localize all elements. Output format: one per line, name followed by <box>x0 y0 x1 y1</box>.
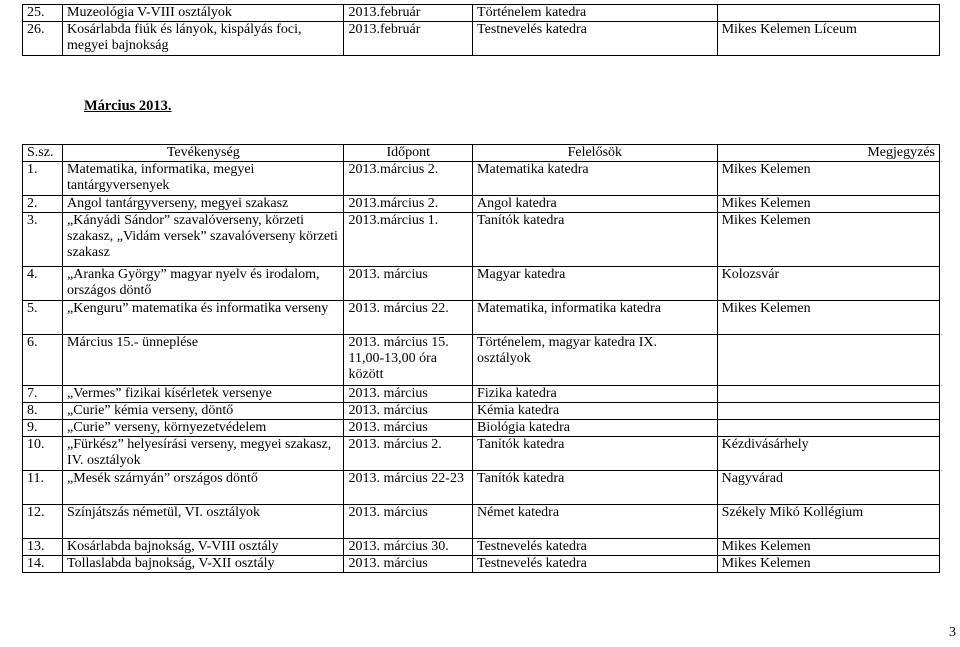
header-date: Időpont <box>344 145 473 162</box>
cell-note <box>717 335 939 386</box>
cell-num: 13. <box>23 539 63 556</box>
cell-date: 2013.március 1. <box>344 213 473 267</box>
section-title: Március 2013. <box>84 98 172 114</box>
cell-resp: Német katedra <box>473 505 718 539</box>
table-row <box>23 196 940 213</box>
cell-note: Nagyvárad <box>717 471 939 505</box>
cell-resp: Matematika katedra <box>473 162 718 196</box>
cell-resp: Tanítók katedra <box>473 471 718 505</box>
header-num: S.sz. <box>23 145 63 162</box>
cell-num: 3. <box>23 213 63 267</box>
cell-resp: Testnevelés katedra <box>473 22 718 56</box>
cell-num: 10. <box>23 437 63 471</box>
cell-num: 6. <box>23 335 63 386</box>
header-note: Megjegyzés <box>717 145 939 162</box>
cell-num: 12. <box>23 505 63 539</box>
cell-activity: Angol tantárgyverseny, megyei szakasz <box>63 196 344 213</box>
cell-activity: Tollaslabda bajnokság, V-XII osztály <box>63 556 344 573</box>
march-schedule-table <box>22 144 940 573</box>
cell-resp: Tanítók katedra <box>473 213 718 267</box>
cell-note: Mikes Kelemen <box>717 556 939 573</box>
cell-note <box>717 386 939 403</box>
cell-note: Mikes Kelemen <box>717 301 939 335</box>
table-row <box>23 556 940 573</box>
cell-activity: „Fürkész” helyesírási verseny, megyei szakasz, IV. osztályok <box>63 437 344 471</box>
cell-activity: „Vermes” fizikai kísérletek versenye <box>63 386 344 403</box>
cell-note: Mikes Kelemen <box>717 162 939 196</box>
cell-num: 26. <box>23 22 63 56</box>
table-row <box>23 301 940 335</box>
cell-note <box>717 420 939 437</box>
cell-num: 14. <box>23 556 63 573</box>
table-row <box>23 471 940 505</box>
cell-date: 2013.március 2. <box>344 162 473 196</box>
table-row <box>23 386 940 403</box>
cell-date: 2013. március 2. <box>344 437 473 471</box>
header-activity: Tevékenység <box>63 145 344 162</box>
cell-date: 2013. március <box>344 556 473 573</box>
table-row <box>23 22 940 56</box>
cell-num: 25. <box>23 5 63 22</box>
cell-date: 2013. március 22. <box>344 301 473 335</box>
header-row <box>23 145 940 162</box>
cell-activity: „Curie” kémia verseny, döntő <box>63 403 344 420</box>
cell-activity: Matematika, informatika, megyei tantárgyversenyek <box>63 162 344 196</box>
cell-note: Mikes Kelemen <box>717 213 939 267</box>
cell-resp: Magyar katedra <box>473 267 718 301</box>
cell-activity: Színjátszás németül, VI. osztályok <box>63 505 344 539</box>
cell-date: 2013. március <box>344 403 473 420</box>
cell-resp: Fizika katedra <box>473 386 718 403</box>
cell-activity: „Kányádi Sándor” szavalóverseny, körzeti szakasz, „Vidám versek” szavalóverseny körzeti szakasz <box>63 213 344 267</box>
cell-date: 2013. március 22-23 <box>344 471 473 505</box>
cell-resp: Testnevelés katedra <box>473 556 718 573</box>
header-resp: Felelősök <box>473 145 718 162</box>
table-row <box>23 267 940 301</box>
cell-date: 2013. március 30. <box>344 539 473 556</box>
cell-date: 2013. március <box>344 267 473 301</box>
cell-activity: „Aranka György” magyar nyelv és irodalom, országos döntő <box>63 267 344 301</box>
page-number: 3 <box>949 625 956 640</box>
cell-resp: Tanítók katedra <box>473 437 718 471</box>
table-row <box>23 437 940 471</box>
cell-date: 2013.március 2. <box>344 196 473 213</box>
cell-activity: Kosárlabda fiúk és lányok, kispályás foci, megyei bajnokság <box>63 22 344 56</box>
cell-resp: Történelem, magyar katedra IX. osztályok <box>473 335 718 386</box>
cell-date: 2013. március <box>344 420 473 437</box>
cell-date: 2013. március <box>344 505 473 539</box>
cell-resp: Biológia katedra <box>473 420 718 437</box>
cell-resp: Angol katedra <box>473 196 718 213</box>
cell-date: 2013. március 15. 11,00-13,00 óra között <box>344 335 473 386</box>
cell-num: 8. <box>23 403 63 420</box>
cell-num: 1. <box>23 162 63 196</box>
cell-date: 2013.február <box>344 22 473 56</box>
table-row <box>23 5 940 22</box>
cell-note <box>717 5 939 22</box>
table-row <box>23 403 940 420</box>
cell-note: Mikes Kelemen <box>717 539 939 556</box>
cell-num: 7. <box>23 386 63 403</box>
cell-num: 9. <box>23 420 63 437</box>
cell-resp: Történelem katedra <box>473 5 718 22</box>
cell-activity: „Mesék szárnyán” országos döntő <box>63 471 344 505</box>
table-row <box>23 420 940 437</box>
cell-num: 4. <box>23 267 63 301</box>
cell-date: 2013.február <box>344 5 473 22</box>
table-row <box>23 213 940 267</box>
cell-note: Mikes Kelemen Líceum <box>717 22 939 56</box>
previous-month-table <box>22 4 940 56</box>
cell-note: Mikes Kelemen <box>717 196 939 213</box>
cell-num: 11. <box>23 471 63 505</box>
cell-date: 2013. március <box>344 386 473 403</box>
cell-activity: Kosárlabda bajnokság, V-VIII osztály <box>63 539 344 556</box>
table-row <box>23 505 940 539</box>
cell-activity: „Kenguru” matematika és informatika verseny <box>63 301 344 335</box>
cell-note <box>717 403 939 420</box>
cell-activity: Március 15.- ünneplése <box>63 335 344 386</box>
cell-note: Kézdivásárhely <box>717 437 939 471</box>
cell-activity: Muzeológia V-VIII osztályok <box>63 5 344 22</box>
cell-num: 2. <box>23 196 63 213</box>
cell-resp: Kémia katedra <box>473 403 718 420</box>
table-row <box>23 539 940 556</box>
cell-note: Székely Mikó Kollégium <box>717 505 939 539</box>
cell-activity: „Curie” verseny, környezetvédelem <box>63 420 344 437</box>
cell-resp: Matematika, informatika katedra <box>473 301 718 335</box>
cell-num: 5. <box>23 301 63 335</box>
table-row <box>23 335 940 386</box>
table-row <box>23 162 940 196</box>
cell-note: Kolozsvár <box>717 267 939 301</box>
cell-resp: Testnevelés katedra <box>473 539 718 556</box>
